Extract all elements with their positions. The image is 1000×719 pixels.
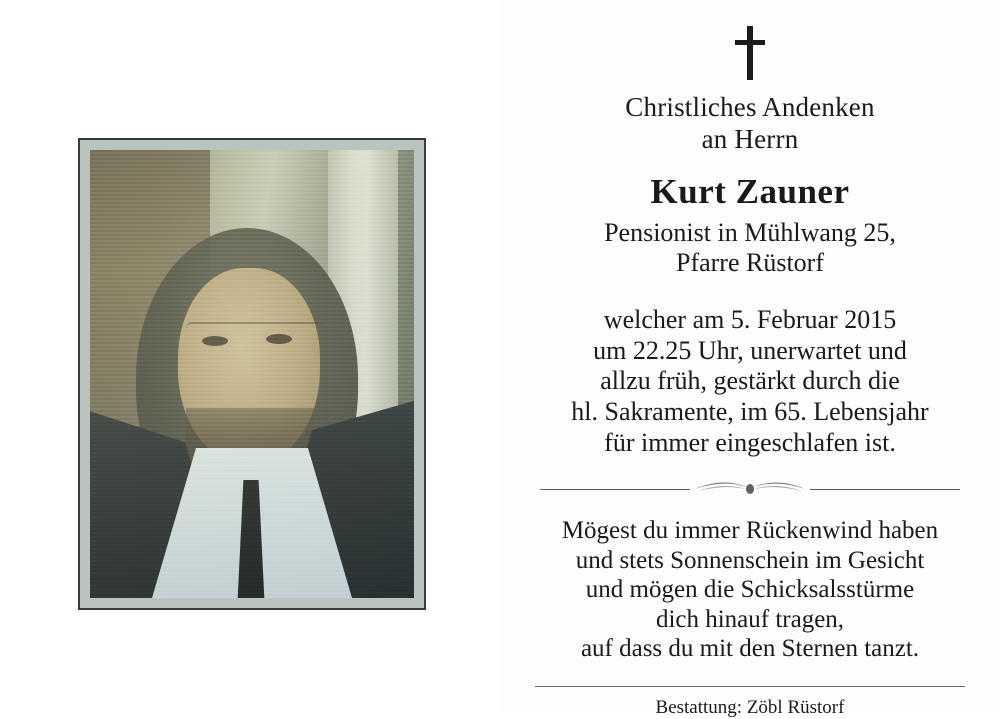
divider-bar-right (810, 489, 960, 490)
verse-line-1: Mögest du immer Rückenwind haben (561, 517, 939, 545)
photo-scan-texture (90, 150, 414, 598)
photo-frame (78, 138, 426, 610)
verse-line-4: dich hinauf tragen, (655, 605, 845, 633)
verse-line-2: und stets Sonnenschein im Gesicht (575, 546, 925, 574)
memoriam-line-1: Christliches Andenken (625, 92, 875, 122)
role-line-1: Pensionist in Mühlwang 25, (604, 217, 896, 247)
deceased-role (528, 218, 972, 279)
deceased-name: Kurt Zauner (650, 171, 850, 211)
text-panel (500, 0, 1000, 718)
obituary-line-4: hl. Sakramente, im 65. Lebensjahr (571, 397, 929, 427)
divider-bar-left (540, 489, 690, 490)
obituary-line-3: allzu früh, gestärkt durch die (600, 366, 900, 396)
funeral-home-credit: Bestattung: Zöbl Rüstorf (655, 696, 845, 718)
role-line-2: Pfarre Rüstorf (675, 248, 824, 278)
portrait-photo (90, 150, 414, 598)
verse-line-3: und mögen die Schicksalsstürme (585, 576, 915, 604)
obituary-line-2: um 22.25 Uhr, unerwartet und (593, 335, 907, 365)
footer-rule (535, 686, 965, 687)
verse-text (528, 516, 972, 664)
obituary-line-1: welcher am 5. Februar 2015 (603, 305, 897, 335)
obituary-line-5: für immer eingeschlafen ist. (604, 427, 896, 457)
memoriam-heading (528, 92, 972, 156)
obituary-text (528, 305, 972, 458)
latin-cross-icon (733, 26, 767, 80)
flourish-ornament-icon (690, 480, 810, 498)
verse-line-5: auf dass du mit den Sternen tanzt. (580, 635, 920, 663)
ornamental-divider (540, 480, 960, 498)
memoriam-line-2: an Herrn (701, 123, 799, 154)
photo-panel (0, 0, 500, 710)
